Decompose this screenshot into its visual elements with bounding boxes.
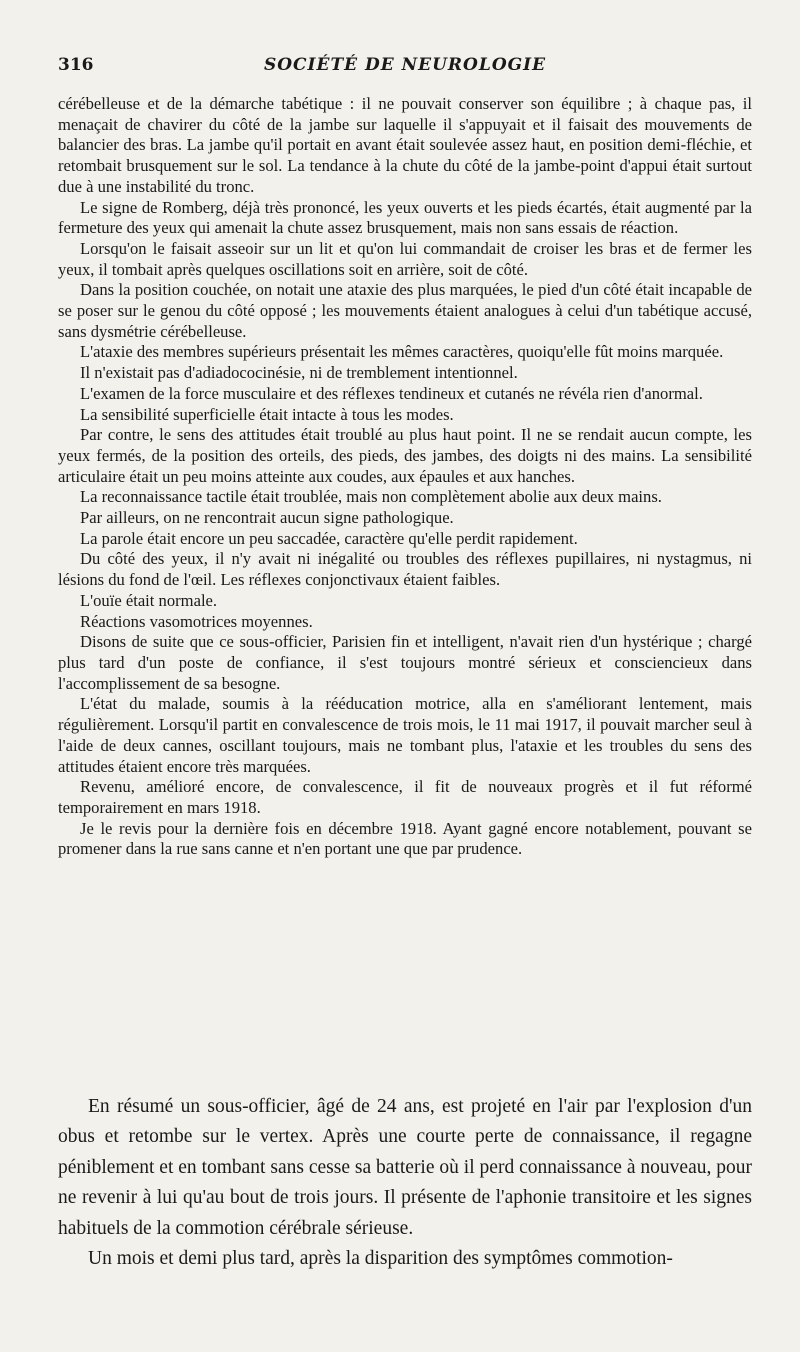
paragraph: Réactions vasomotrices moyennes. xyxy=(80,611,313,631)
paragraph: Lorsqu'on le faisait asseoir sur un lit et qu'on lui commandait de croiser les bras et de fermer les yeux, il tombait après quelques oscillations soit en arrière, soit de côté. xyxy=(58,238,752,279)
paragraph: cérébelleuse et de la démarche tabétique : il ne pouvait conserver son équilibre ; à chaque pas, il menaçait de chavirer du côté de la jambe sur laquelle il s'appuyait et il faisait des mouvements de balancier des bras. La jambe qu'il portait en avant était soulevée assez haut, en position demi-fléchie, et retombait brusquement sur le sol. La tendance à la chute du côté de la jambe-point d'appui était surtout due à une instabilité du tronc. xyxy=(58,94,752,196)
summary-paragraph: En résumé un sous-officier, âgé de 24 ans, est projeté en l'air par l'explosion d'un obus et retombe sur le vertex. Après une courte perte de connaissance, il regagne péniblement et en tombant sans cesse sa batterie où il perd connaissance à nouveau, pour ne revenir à lui qu'au bout de trois jours. Il présente de l'aphonie transitoire et les signes habituels de la commotion cérébrale sérieuse. xyxy=(58,1096,752,1239)
paragraph: L'ouïe était normale. xyxy=(80,590,218,610)
page-number: 316 xyxy=(58,55,94,75)
paragraph: L'examen de la force musculaire et des réflexes tendineux et cutanés ne révéla rien d'anormal. xyxy=(80,383,703,403)
summary-paragraph: Un mois et demi plus tard, après la disparition des symptômes commotion- xyxy=(88,1248,673,1270)
case-report-body xyxy=(58,94,752,860)
summary-body xyxy=(58,1092,752,1274)
running-title: SOCIÉTÉ DE NEUROLOGIE xyxy=(263,55,547,75)
paragraph: Revenu, amélioré encore, de convalescence, il fit de nouveaux progrès et il fut réformé temporairement en mars 1918. xyxy=(58,777,752,817)
paragraph: La sensibilité superficielle était intacte à tous les modes. xyxy=(80,404,454,424)
paragraph: Disons de suite que ce sous-officier, Parisien fin et intelligent, n'avait rien d'un hystérique ; chargé plus tard d'un poste de confiance, il s'est toujours montré sérieux et consciencieux dans l'accomplissement de sa besogne. xyxy=(58,632,752,693)
paragraph: La parole était encore un peu saccadée, caractère qu'elle perdit rapidement. xyxy=(80,528,578,548)
paragraph: Le signe de Romberg, déjà très prononcé, les yeux ouverts et les pieds écartés, était augmenté par la fermeture des yeux qui amenait la chute assez brusquement, mais non sans essais de réaction. xyxy=(58,197,752,238)
paragraph: La reconnaissance tactile était troublée, mais non complètement abolie aux deux mains. xyxy=(80,487,662,507)
paragraph: L'ataxie des membres supérieurs présentait les mêmes caractères, quoiqu'elle fût moins marquée. xyxy=(80,342,724,362)
paragraph: Par ailleurs, on ne rencontrait aucun signe pathologique. xyxy=(80,508,454,528)
paragraph: Dans la position couchée, on notait une ataxie des plus marquées, le pied d'un côté était incapable de se poser sur le genou du côté opposé ; les mouvements étaient analogues à celui d'un tabétique accusé, sans dysmétrie cérébelleuse. xyxy=(58,280,752,341)
paragraph: Du côté des yeux, il n'y avait ni inégalité ou troubles des réflexes pupillaires, ni nystagmus, ni lésions du fond de l'œil. Les réflexes conjonctivaux étaient faibles. xyxy=(58,549,752,590)
page-header xyxy=(58,55,752,85)
paragraph: L'état du malade, soumis à la rééducation motrice, alla en s'améliorant lentement, mais régulièrement. Lorsqu'il partit en convalescence de trois mois, le 11 mai 1917, il pouvait marcher seul à l'aide de deux cannes, oscillant toujours, mais ne tombant plus, l'ataxie et les troubles du sens des attitudes étaient encore très marquées. xyxy=(58,694,752,776)
paragraph: Par contre, le sens des attitudes était troublé au plus haut point. Il ne se rendait aucun compte, les yeux fermés, de la position des orteils, des pieds, des jambes, des doigts ni des mains. La sensibilité articulaire était un peu moins atteinte aux coudes, aux épaules et aux hanches. xyxy=(58,425,752,486)
paragraph: Il n'existait pas d'adiadococinésie, ni de tremblement intentionnel. xyxy=(80,363,518,383)
paragraph: Je le revis pour la dernière fois en décembre 1918. Ayant gagné encore notablement, pouvant se promener dans la rue sans canne et n'en portant une que par prudence. xyxy=(58,818,752,859)
